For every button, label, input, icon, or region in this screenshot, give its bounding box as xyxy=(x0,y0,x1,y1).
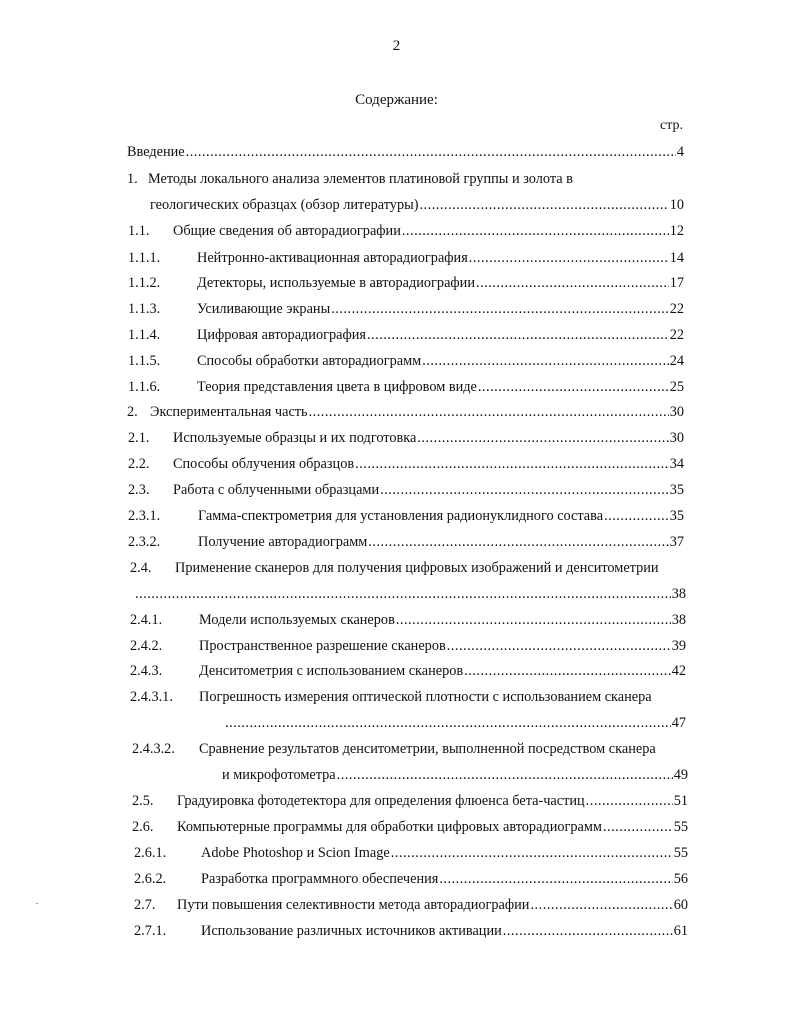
toc-entry-title: Методы локального анализа элементов платиновой группы и золота в xyxy=(148,171,573,187)
toc-leader-dots xyxy=(309,402,669,422)
toc-entry-number: 2.4.2. xyxy=(130,638,163,654)
toc-leader-dots xyxy=(391,843,673,863)
toc-leader-dots xyxy=(447,636,671,656)
toc-entry-page: 4 xyxy=(676,144,684,160)
toc-entry-page: 38 xyxy=(671,612,686,628)
toc-entry xyxy=(0,636,793,656)
toc-entry xyxy=(0,351,793,371)
toc-entry-title: Работа с облученными образцами xyxy=(173,482,380,498)
toc-entry xyxy=(0,480,793,500)
toc-entry-page: 24 xyxy=(669,353,684,369)
toc-leader-dots xyxy=(419,195,668,215)
toc-entry-number: 2.2. xyxy=(128,456,150,472)
toc-leader-dots xyxy=(586,791,673,811)
toc-entry-page: 38 xyxy=(671,586,686,602)
toc-entry-page: 39 xyxy=(671,638,686,654)
toc-entry-title: Погрешность измерения оптической плотности с использованием сканера xyxy=(199,689,652,705)
toc-entry-title: Модели используемых сканеров xyxy=(199,612,395,628)
toc-leader-dots xyxy=(604,506,669,526)
toc-entry-page: 30 xyxy=(669,404,684,420)
toc-entry xyxy=(0,739,793,759)
toc-entry-number: 1.1.2. xyxy=(128,275,161,291)
toc-entry xyxy=(0,817,793,837)
toc-entry xyxy=(0,843,793,863)
toc-entry-number: 2.4. xyxy=(130,560,152,576)
toc-entry xyxy=(0,791,793,811)
toc-entry-title: Способы обработки авторадиограмм xyxy=(197,353,422,369)
toc-entry-page: 35 xyxy=(669,482,684,498)
toc-entry-page: 22 xyxy=(669,301,684,317)
toc-leader-dots xyxy=(476,273,669,293)
toc-entry-number: 2.4.1. xyxy=(130,612,163,628)
toc-entry-title: Способы облучения образцов xyxy=(173,456,355,472)
toc-entry-title: Гамма-спектрометрия для установления радионуклидного состава xyxy=(198,508,604,524)
toc-entry xyxy=(0,248,793,268)
toc-entry-title: Введение xyxy=(127,144,185,160)
toc-entry-title: Цифровая авторадиография xyxy=(197,327,366,343)
toc-entry xyxy=(0,713,793,733)
toc-entry-title: Получение авторадиограмм xyxy=(198,534,368,550)
toc-leader-dots xyxy=(402,221,669,241)
toc-entry-title: геологических образцах (обзор литературы) xyxy=(150,197,419,213)
toc-entry-title: Использование различных источников активации xyxy=(201,923,502,939)
toc-leader-dots xyxy=(186,142,676,162)
toc-leader-dots xyxy=(225,713,671,733)
toc-leader-dots xyxy=(337,765,673,785)
toc-entry-title: Сравнение результатов денситометрии, выполненной посредством сканера xyxy=(199,741,656,757)
toc-entry xyxy=(0,325,793,345)
toc-leader-dots xyxy=(417,428,668,448)
toc-entry-number: 2.5. xyxy=(132,793,154,809)
toc-entry-title: Разработка программного обеспечения xyxy=(201,871,439,887)
toc-entry-page: 61 xyxy=(673,923,688,939)
toc-entry xyxy=(0,895,793,915)
toc-entry-page: 17 xyxy=(669,275,684,291)
toc-leader-dots xyxy=(380,480,669,500)
toc-entry xyxy=(0,661,793,681)
toc-entry xyxy=(0,142,793,162)
toc-entry-page: 14 xyxy=(669,250,684,266)
toc-entry-title: Adobe Photoshop и Scion Image xyxy=(201,845,390,861)
toc-entry-title: Применение сканеров для получения цифровых изображений и денситометрии xyxy=(175,560,659,576)
toc-entry-page: 55 xyxy=(673,819,688,835)
toc-entry-page: 47 xyxy=(671,715,686,731)
toc-entry-page: 35 xyxy=(669,508,684,524)
toc-entry-title: Детекторы, используемые в авторадиографии xyxy=(197,275,475,291)
toc-entry-number: 2.3.2. xyxy=(128,534,161,550)
toc-entry xyxy=(0,221,793,241)
toc-entry xyxy=(0,532,793,552)
toc-entry-title: Теория представления цвета в цифровом виде xyxy=(197,379,477,395)
toc-entry-number: 2.6.1. xyxy=(134,845,167,861)
toc-entry-number: 2. xyxy=(127,404,138,420)
toc-leader-dots xyxy=(422,351,669,371)
toc-entry-number: 1.1.6. xyxy=(128,379,161,395)
toc-entry-number: 1.1. xyxy=(128,223,150,239)
page-title: Содержание: xyxy=(355,92,438,108)
toc-entry-number: 2.4.3.1. xyxy=(130,689,173,705)
toc-entry xyxy=(0,377,793,397)
toc-entry-title: Компьютерные программы для обработки цифровых авторадиограмм xyxy=(177,819,602,835)
toc-entry-number: 2.3.1. xyxy=(128,508,161,524)
toc-entry-title: Используемые образцы и их подготовка xyxy=(173,430,417,446)
toc-entry-title: Пути повышения селективности метода авторадиографии xyxy=(177,897,530,913)
toc-entry-page: 42 xyxy=(671,663,686,679)
toc-leader-dots xyxy=(530,895,672,915)
toc-leader-dots xyxy=(331,299,669,319)
toc-leader-dots xyxy=(368,532,668,552)
toc-entry xyxy=(0,169,793,189)
toc-entry-title: Общие сведения об авторадиографии xyxy=(173,223,401,239)
toc-entry-page: 30 xyxy=(669,430,684,446)
toc-entry-page: 34 xyxy=(669,456,684,472)
toc-entry-page: 25 xyxy=(669,379,684,395)
toc-entry-number: 2.7.1. xyxy=(134,923,167,939)
toc-leader-dots xyxy=(478,377,669,397)
page-number: 2 xyxy=(392,38,401,54)
page-column-label: стр. xyxy=(660,118,684,133)
toc-leader-dots xyxy=(464,661,671,681)
toc-entry-number: 2.4.3. xyxy=(130,663,163,679)
toc-entry-page: 51 xyxy=(673,793,688,809)
toc-entry-page: 55 xyxy=(673,845,688,861)
toc-entry-number: 1.1.3. xyxy=(128,301,161,317)
toc-entry-title: Денситометрия с использованием сканеров xyxy=(199,663,464,679)
toc-entry-title: Нейтронно-активационная авторадиография xyxy=(197,250,468,266)
toc-entry-title: и микрофотометра xyxy=(222,767,336,783)
toc-entry xyxy=(0,273,793,293)
toc-entry xyxy=(0,402,793,422)
toc-entry-page: 56 xyxy=(673,871,688,887)
toc-entry xyxy=(0,428,793,448)
toc-entry-page: 22 xyxy=(669,327,684,343)
toc-entry xyxy=(0,299,793,319)
toc-entry-number: 2.4.3.2. xyxy=(132,741,175,757)
toc-entry-title: Пространственное разрешение сканеров xyxy=(199,638,446,654)
toc-entry-number: 1.1.1. xyxy=(128,250,161,266)
toc-entry-page: 10 xyxy=(669,197,684,213)
scan-mark xyxy=(36,903,38,904)
toc-entry-page: 12 xyxy=(669,223,684,239)
toc-entry-number: 2.1. xyxy=(128,430,150,446)
toc-entry xyxy=(0,687,793,707)
toc-entry xyxy=(0,765,793,785)
toc-entry-number: 2.3. xyxy=(128,482,150,498)
toc-entry xyxy=(0,610,793,630)
toc-entry xyxy=(0,454,793,474)
toc-entry-number: 1.1.4. xyxy=(128,327,161,343)
toc-leader-dots xyxy=(367,325,669,345)
toc-entry xyxy=(0,195,793,215)
toc-entry-number: 1. xyxy=(127,171,138,187)
toc-entry-page: 37 xyxy=(669,534,684,550)
toc-entry-title: Градуировка фотодетектора для определения флюенса бета-частиц xyxy=(177,793,585,809)
toc-entry xyxy=(0,558,793,578)
toc-entry xyxy=(0,869,793,889)
toc-entry-number: 2.6.2. xyxy=(134,871,167,887)
toc-entry-number: 2.6. xyxy=(132,819,154,835)
toc-entry xyxy=(0,506,793,526)
toc-leader-dots xyxy=(503,921,673,941)
toc-leader-dots xyxy=(469,248,669,268)
toc-leader-dots xyxy=(439,869,672,889)
toc-entry-number: 2.7. xyxy=(134,897,156,913)
toc-leader-dots xyxy=(603,817,673,837)
toc-entry xyxy=(0,921,793,941)
toc-entry-page: 49 xyxy=(673,767,688,783)
toc-entry-title: Усиливающие экраны xyxy=(197,301,331,317)
toc-entry-title: Экспериментальная часть xyxy=(150,404,308,420)
toc-leader-dots xyxy=(135,584,671,604)
toc-entry-page: 60 xyxy=(673,897,688,913)
toc-entry xyxy=(0,584,793,604)
toc-entry-number: 1.1.5. xyxy=(128,353,161,369)
toc-leader-dots xyxy=(355,454,669,474)
toc-leader-dots xyxy=(396,610,671,630)
